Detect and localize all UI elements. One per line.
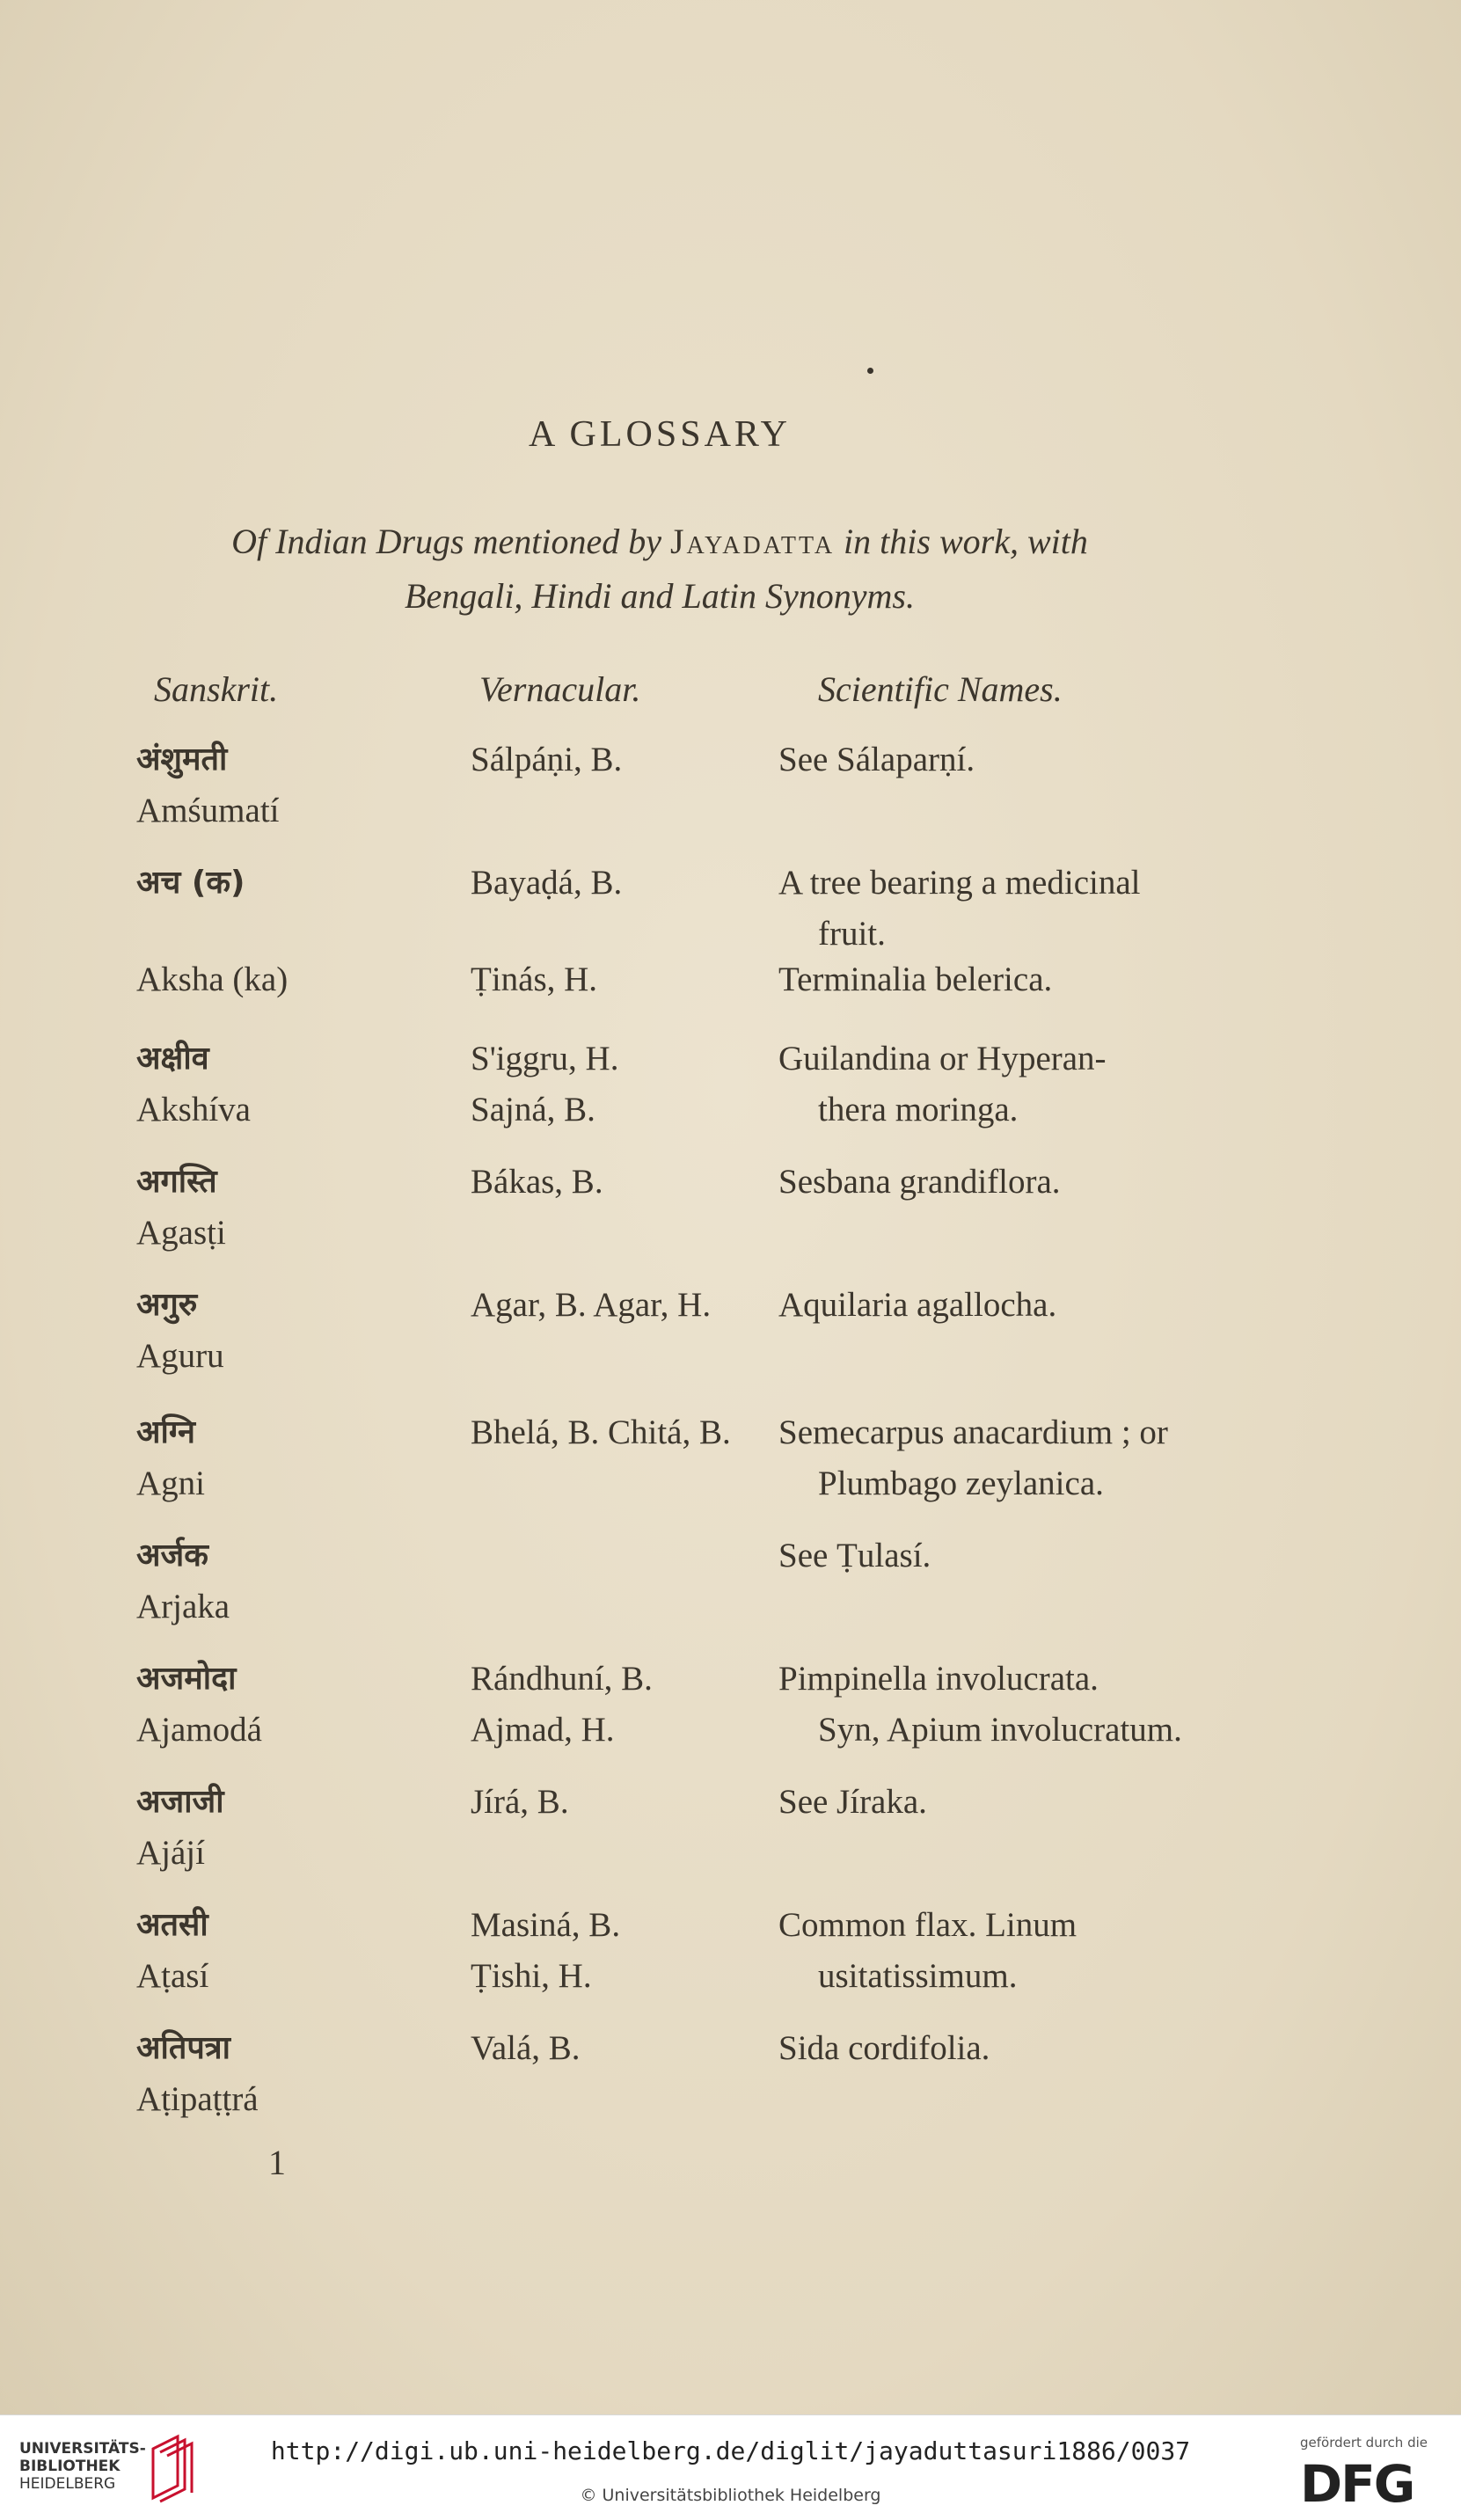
footer-bar (0, 2414, 1461, 2520)
vernacular-cell (471, 1900, 620, 2002)
sanskrit-cell (136, 1034, 251, 1136)
scientific-line: Sida cordifolia. (778, 2029, 990, 2067)
devanagari-term: अजाजी (136, 1784, 224, 1820)
vernacular-cell (471, 1530, 479, 1581)
logo-line-1: UNIVERSITÄTS- (19, 2440, 146, 2458)
vernacular-cell (471, 1777, 569, 1828)
devanagari-term: अजमोदा (136, 1661, 237, 1697)
scientific-cell (778, 1280, 1056, 1331)
devanagari-term: अंशुमती (136, 741, 228, 778)
roman-term: Aksha (ka) (136, 961, 289, 998)
devanagari-term: अतसी (136, 1907, 208, 1943)
scientific-cell (778, 2023, 990, 2074)
sanskrit-cell (136, 1157, 226, 1259)
vernacular-cell (471, 2023, 581, 2074)
vernacular-cell (471, 858, 622, 909)
page-title: A GLOSSARY (529, 414, 791, 455)
devanagari-term: अक्षीव (136, 1041, 209, 1077)
scientific-line: Common flax. Linum (778, 1906, 1077, 1944)
sanskrit-cell (136, 1777, 224, 1879)
vernacular-cell (471, 1157, 603, 1208)
scientific-cell (778, 1034, 1107, 1136)
sanskrit-cell (136, 1900, 208, 2002)
vernacular-line: Ajmad, H. (471, 1711, 615, 1749)
roman-term: Aṭasí (136, 1957, 209, 1995)
vernacular-line: Valá, B. (471, 2029, 581, 2067)
sanskrit-cell (136, 1530, 230, 1633)
vernacular-cell (471, 1280, 711, 1331)
dfg-logo[interactable]: DFG (1300, 2454, 1414, 2514)
scientific-line: fruit. (818, 915, 886, 953)
vernacular-line: Bhelá, B. Chitá, B. (471, 1413, 731, 1451)
sanskrit-cell (136, 2023, 259, 2125)
sanskrit-cell (136, 734, 280, 836)
scientific-line: usitatissimum. (818, 1957, 1018, 1995)
header-sanskrit: Sanskrit. (154, 669, 279, 709)
sanskrit-cell (136, 1280, 224, 1382)
roman-term: Ajamodá (136, 1711, 262, 1749)
vernacular-cell (471, 1654, 653, 1756)
logo-line-2: BIBLIOTHEK (19, 2458, 121, 2475)
devanagari-term: अगस्ति (136, 1164, 217, 1200)
vernacular-line: Sajná, B. (471, 1091, 595, 1129)
scientific-line: Sesbana grandiflora. (778, 1163, 1061, 1201)
vernacular-line: Agar, B. Agar, H. (471, 1286, 712, 1324)
subtitle-pre: Of Indian Drugs mentioned by (231, 522, 670, 561)
scientific-cell (778, 858, 1140, 960)
roman-term: Agasṭi (136, 1214, 226, 1252)
devanagari-term: अगुरु (136, 1287, 198, 1323)
roman-term: Akshíva (136, 1091, 251, 1129)
vernacular-line: Masiná, B. (471, 1906, 621, 1944)
ink-dot (867, 368, 873, 374)
scientific-cell (778, 1407, 1168, 1509)
roman-term: Agni (136, 1465, 205, 1502)
subtitle-post: in this work, with (835, 522, 1088, 561)
devanagari-term: अतिपत्रा (136, 2030, 230, 2066)
scientific-line: Syn, Apium involucratum. (818, 1711, 1182, 1749)
roman-term: Aguru (136, 1337, 224, 1375)
scientific-cell (778, 954, 1052, 1005)
roman-term: Amśumatí (136, 792, 280, 829)
vernacular-line: Ṭishi, H. (471, 1957, 592, 1995)
logo-line-3: HEIDELBERG (19, 2475, 116, 2493)
sanskrit-cell (136, 858, 245, 909)
copyright-notice: © Universitätsbibliothek Heidelberg (580, 2486, 881, 2505)
sanskrit-cell (136, 954, 288, 1005)
scientific-line: Pimpinella involucrata. (778, 1660, 1099, 1698)
scientific-line: A tree bearing a medicinal (778, 864, 1141, 902)
vernacular-cell (471, 1034, 618, 1136)
page-subtitle (106, 515, 1214, 624)
vernacular-line (471, 1530, 479, 1581)
permalink-url[interactable]: http://digi.ub.uni-heidelberg.de/diglit/jayaduttasuri1886/0037 (270, 2436, 1191, 2465)
dfg-caption: gefördert durch die (1300, 2435, 1428, 2451)
vernacular-line: Sálpáṇi, B. (471, 741, 623, 778)
scientific-line: See Sálaparṇí. (778, 741, 975, 778)
scientific-line: Aquilaria agallocha. (778, 1286, 1057, 1324)
roman-term: Aṭipaṭṭrá (136, 2080, 259, 2118)
roman-term: Ajájí (136, 1834, 205, 1872)
scientific-cell (778, 1654, 1182, 1756)
devanagari-term: अर्जक (136, 1538, 208, 1574)
scientific-cell (778, 1530, 931, 1581)
page-number: 1 (268, 2143, 286, 2182)
scientific-line: Semecarpus anacardium ; or (778, 1413, 1168, 1451)
scientific-cell (778, 1777, 927, 1828)
roman-term: Arjaka (136, 1588, 230, 1625)
scientific-cell (778, 1157, 1061, 1208)
vernacular-cell (471, 1407, 731, 1458)
vernacular-line: Bákas, B. (471, 1163, 603, 1201)
scientific-line: See Ṭulasí. (778, 1537, 931, 1574)
header-scientific: Scientific Names. (818, 669, 1063, 709)
vernacular-cell (471, 734, 622, 785)
subtitle-author: Jayadatta (669, 522, 836, 561)
scientific-line: Terminalia belerica. (778, 961, 1053, 998)
vernacular-line: Jírá, B. (471, 1783, 569, 1821)
vernacular-line: Bayaḍá, B. (471, 864, 623, 902)
devanagari-term: अच (क) (136, 865, 245, 901)
header-vernacular: Vernacular. (479, 669, 641, 709)
sanskrit-cell (136, 1654, 262, 1756)
subtitle-line2: Bengali, Hindi and Latin Synonyms. (405, 576, 915, 616)
scientific-line: Guilandina or Hyperan- (778, 1040, 1107, 1077)
vernacular-cell (471, 954, 597, 1005)
vernacular-line: Rándhuní, B. (471, 1660, 653, 1698)
scientific-cell (778, 1900, 1077, 2002)
devanagari-term: अग्नि (136, 1414, 195, 1450)
scientific-cell (778, 734, 975, 785)
scientific-line: See Jíraka. (778, 1783, 927, 1821)
vernacular-line: Ṭinás, H. (471, 961, 598, 998)
vernacular-line: S'iggru, H. (471, 1040, 619, 1077)
scientific-line: Plumbago zeylanica. (818, 1465, 1104, 1502)
sanskrit-cell (136, 1407, 205, 1509)
scientific-line: thera moringa. (818, 1091, 1019, 1129)
